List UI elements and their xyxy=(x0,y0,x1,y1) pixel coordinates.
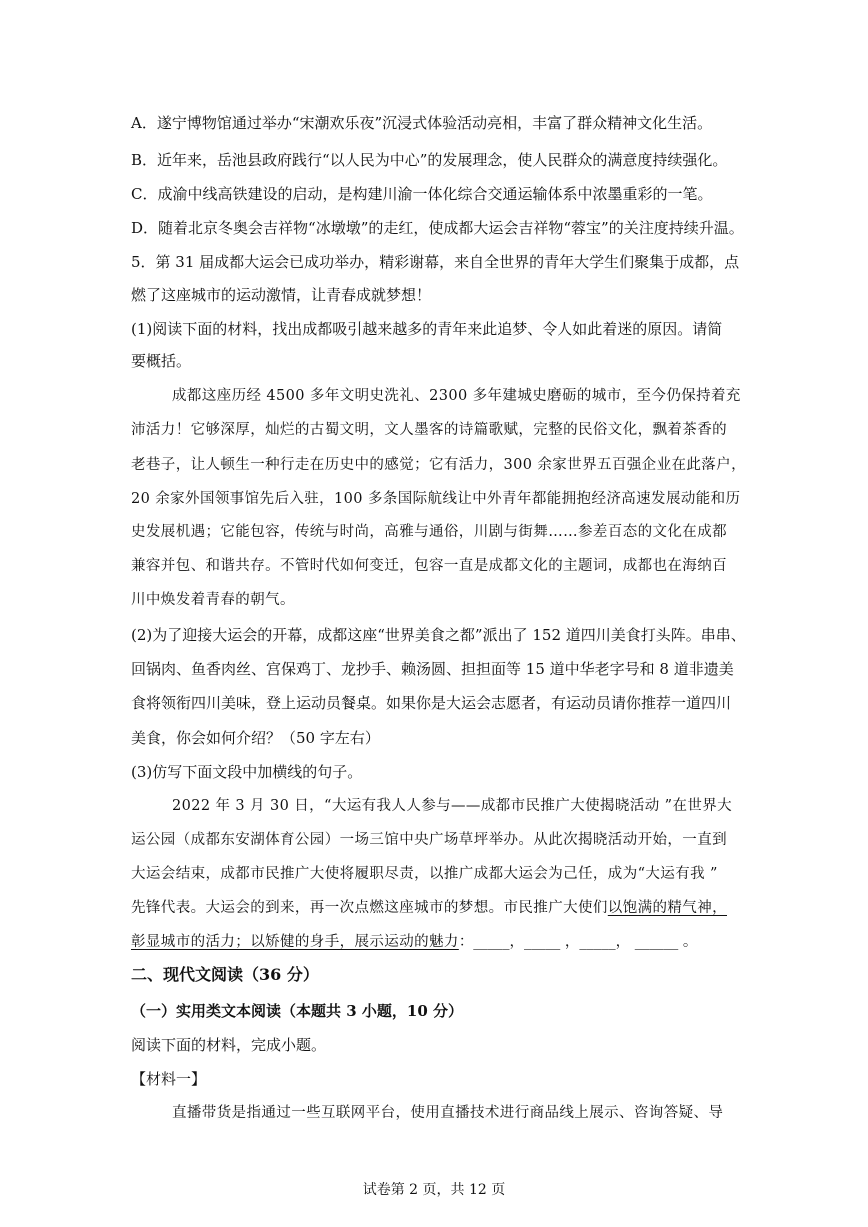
underlined-sentence: 彰显城市的活力；以矫健的身手，展示运动的魅力 xyxy=(131,934,459,950)
material-label: 【材料一】 xyxy=(131,1070,207,1088)
material-paragraph: 史发展机遇；它能包容，传统与时尚，高雅与通俗，川剧与街舞……参差百态的文化在成都 xyxy=(131,524,727,540)
question-5-stem: 燃了这座城市的运动激情，让青春成就梦想！ xyxy=(131,286,432,304)
page-footer: 试卷第 2 页，共 12 页 xyxy=(362,1182,506,1198)
material-paragraph: 直播带货是指通过一些互联网平台，使用直播技术进行商品线上展示、咨询答疑、导 xyxy=(172,1105,724,1121)
sub-question-3: (3)仿写下面文段中加横线的句子。 xyxy=(131,763,363,781)
option-b: B．近年来，岳池县政府践行“以人民为中心”的发展理念，使人民群众的满意度持续强化。 xyxy=(131,151,728,169)
sub-question-1: 要概括。 xyxy=(131,352,192,370)
option-a: A．遂宁博物馆通过举办“宋潮欢乐夜”沉浸式体验活动亮相，丰富了群众精神文化生活。 xyxy=(131,114,713,132)
material-paragraph: 川中焕发着青春的朝气。 xyxy=(131,592,295,608)
fill-in-blanks: ：_____，_____ ，_____， ______ 。 xyxy=(458,934,698,950)
underlined-sentence: 以饱满的精气神， xyxy=(607,900,727,916)
instruction-text: 阅读下面的材料，完成小题。 xyxy=(131,1036,327,1054)
section-title: 二、现代文阅读（36 分） xyxy=(131,965,319,984)
material-paragraph: 沛活力！它够深厚，灿烂的古蜀文明，文人墨客的诗篇歌赋，完整的民俗文化，飘着茶香的 xyxy=(131,422,727,438)
material-paragraph: 大运会结束，成都市民推广大使将履职尽责，以推广成都大运会为己任，成为“大运有我 ” xyxy=(131,866,718,882)
material-paragraph: 老巷子，让人顿生一种行走在历史中的感觉；它有活力，300 余家世界五百强企业在此落户， xyxy=(131,457,746,473)
material-paragraph: 成都这座历经 4500 多年文明史洗礼、2300 多年建城史磨砺的城市，至今仍保持着充 xyxy=(172,388,741,404)
material-paragraph: 运公园（成都东安湖体育公园）一场三馆中央广场草坪举办。从此次揭晓活动开始，一直到 xyxy=(131,832,727,848)
material-paragraph xyxy=(131,932,771,952)
sub-question-2: (2)为了迎接大运会的开幕，成都这座“世界美食之都”派出了 152 道四川美食打头阵。串串、 xyxy=(131,626,746,644)
option-c: C．成渝中线高铁建设的启动，是构建川渝一体化综合交通运输体系中浓墨重彩的一笔。 xyxy=(131,185,713,203)
subsection-title: （一）实用类文本阅读（本题共 3 小题，10 分） xyxy=(131,1002,463,1020)
material-paragraph: 2022 年 3 月 30 日，“大运有我人人参与——成都市民推广大使揭晓活动 ”在世界大 xyxy=(172,798,733,814)
material-paragraph xyxy=(131,898,771,918)
sub-question-2: 回锅肉、鱼香肉丝、宫保鸡丁、龙抄手、赖汤圆、担担面等 15 道中华老字号和 8 道非遗美 xyxy=(131,660,734,678)
question-5-stem: 5．第 31 届成都大运会已成功举办，精彩谢幕，来自全世界的青年大学生们聚集于成都，点 xyxy=(131,253,740,271)
sub-question-2: 食将领衔四川美味，登上运动员餐桌。如果你是大运会志愿者，有运动员请你推荐一道四川 xyxy=(131,694,732,712)
material-paragraph: 兼容并包、和谐共存。不管时代如何变迁，包容一直是成都文化的主题词，成都也在海纳百 xyxy=(131,558,727,574)
option-d: D．随着北京冬奥会吉祥物“冰墩墩”的走红，使成都大运会吉祥物“蓉宝”的关注度持续升温。 xyxy=(131,219,744,237)
sub-question-1: (1)阅读下面的材料，找出成都吸引越来越多的青年来此追梦、令人如此着迷的原因。请简 xyxy=(131,320,723,338)
material-text: 先锋代表。大运会的到来，再一次点燃这座城市的梦想。市民推广大使们 xyxy=(131,900,608,916)
sub-question-2: 美食，你会如何介绍？（50 字左右） xyxy=(131,729,380,747)
material-paragraph: 20 余家外国领事馆先后入驻，100 多条国际航线让中外青年都能拥抱经济高速发展动能和历 xyxy=(131,491,741,507)
